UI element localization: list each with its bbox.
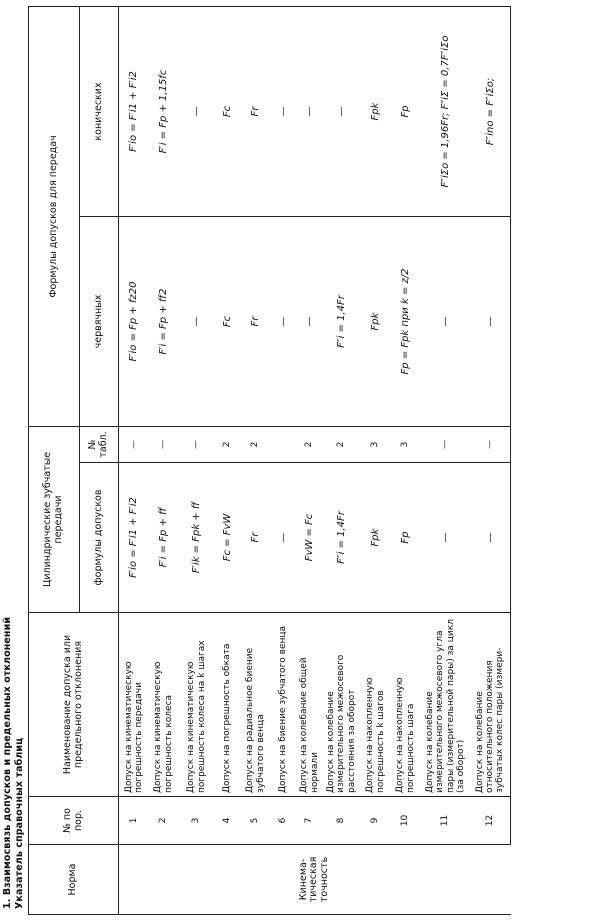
- worm-formula: —: [471, 217, 511, 427]
- row-number: 5: [241, 797, 271, 845]
- tolerance-name: Допуск на биение зубчатого венца: [271, 613, 297, 797]
- table-caption: 1. Взаимосвязь допусков и предельных отклонений: [2, 616, 13, 909]
- row-number: 11: [421, 797, 471, 845]
- table-ref: 2: [297, 427, 323, 463]
- tolerance-name: Допуск на накопленную погрешность шага: [391, 613, 421, 797]
- table-ref: [271, 427, 297, 463]
- bevel-formula: —: [323, 6, 361, 216]
- cylindrical-formula: —: [271, 463, 297, 613]
- cylindrical-formula: F′i = Fp + ff: [149, 463, 179, 613]
- bevel-formula: Fpk: [361, 6, 391, 216]
- table-row: [297, 6, 323, 914]
- table-row: [421, 6, 471, 914]
- bevel-formula: F′i = Fp + 1,15fc: [149, 6, 179, 216]
- tolerance-name: Допуск на накопленную погрешность k шагов: [361, 613, 391, 797]
- worm-formula: F′i = Fp + ff2: [149, 217, 179, 427]
- cylindrical-formula: Fc = FvW: [215, 463, 241, 613]
- row-number: 9: [361, 797, 391, 845]
- cylindrical-formula: F′io = F′i1 + F′i2: [119, 463, 149, 613]
- tolerance-table: [28, 6, 511, 915]
- table-ref: 2: [323, 427, 361, 463]
- header-number: № по пор.: [29, 797, 119, 845]
- bevel-formula: —: [297, 6, 323, 216]
- worm-formula: F″i = 1,4Fr: [323, 217, 361, 427]
- table-ref: —: [471, 427, 511, 463]
- worm-formula: —: [271, 217, 297, 427]
- cylindrical-formula: FvW = Fc: [297, 463, 323, 613]
- bevel-formula: Fr: [241, 6, 271, 216]
- bevel-formula: F″ino = F″iΣo;: [471, 6, 511, 216]
- header-name: Наименование допуска или предельного отклонения: [29, 613, 119, 797]
- table-ref: 3: [361, 427, 391, 463]
- header-cylindrical: Цилиндрические зубчатые передачи: [29, 427, 80, 613]
- row-number: 8: [323, 797, 361, 845]
- table-row: [323, 6, 361, 914]
- bevel-formula: Fc: [215, 6, 241, 216]
- tolerance-name: Допуск на кинематическую погрешность передачи: [119, 613, 149, 797]
- tolerance-name: Допуск на кинематическую погрешность колеса на k шагах: [179, 613, 215, 797]
- cylindrical-formula: Fr: [241, 463, 271, 613]
- table-body: [119, 6, 511, 914]
- cylindrical-formula: —: [471, 463, 511, 613]
- norm-label: Кинема-тическая точность: [297, 856, 331, 903]
- worm-formula: —: [179, 217, 215, 427]
- table-ref: 2: [241, 427, 271, 463]
- cylindrical-formula: Fpk: [361, 463, 391, 613]
- tolerance-name: Допуск на погрешность обката: [215, 613, 241, 797]
- worm-formula: Fr: [241, 217, 271, 427]
- bevel-formula: Fp: [391, 6, 421, 216]
- table-ref: 2: [215, 427, 241, 463]
- row-number: 7: [297, 797, 323, 845]
- worm-formula: —: [421, 217, 471, 427]
- table-ref: —: [179, 427, 215, 463]
- row-number: 12: [471, 797, 511, 845]
- table-ref: 3: [391, 427, 421, 463]
- norm-cell: [119, 845, 511, 915]
- worm-formula: Fp = Fpk при k = z/2: [391, 217, 421, 427]
- row-number: 2: [149, 797, 179, 845]
- cylindrical-formula: F″i = 1,4Fr: [323, 463, 361, 613]
- row-number: 10: [391, 797, 421, 845]
- table-ref: —: [149, 427, 179, 463]
- row-number: 6: [271, 797, 297, 845]
- row-number: 4: [215, 797, 241, 845]
- table-row: [241, 6, 271, 914]
- header-worm: червячных: [80, 217, 119, 427]
- worm-formula: Fpk: [361, 217, 391, 427]
- cylindrical-formula: Fp: [391, 463, 421, 613]
- bevel-formula: F″iΣo = 1,96Fr; F″iΣ = 0,7F″iΣo: [421, 6, 471, 216]
- tolerance-name: Допуск на колебание измерительного межосевого угла пары (измерительной пары) за цикл (за оборот): [421, 613, 471, 797]
- header-cyl-formulas: формулы допусков: [80, 463, 119, 613]
- header-formulas-group: Формулы допусков для передач: [29, 6, 80, 426]
- tolerance-name: Допуск на кинематическую погрешность колеса: [149, 613, 179, 797]
- table-subcaption: Указатель справочных таблиц: [14, 737, 25, 909]
- table-ref: —: [119, 427, 149, 463]
- table-row: [179, 6, 215, 914]
- row-number: 1: [119, 797, 149, 845]
- header-bevel: конических: [80, 6, 119, 216]
- worm-formula: F′io = Fp + fz20: [119, 217, 149, 427]
- table-row: [149, 6, 179, 914]
- cylindrical-formula: F′ik = Fpk + ff: [179, 463, 215, 613]
- header-norm: Норма: [29, 845, 119, 915]
- worm-formula: Fc: [215, 217, 241, 427]
- header-cyl-table: № табл.: [80, 427, 119, 463]
- tolerance-name: Допуск на радиальное биение зубчатого венца: [241, 613, 271, 797]
- bevel-formula: —: [271, 6, 297, 216]
- row-number: 3: [179, 797, 215, 845]
- worm-formula: —: [297, 217, 323, 427]
- table-ref: —: [421, 427, 471, 463]
- bevel-formula: —: [179, 6, 215, 216]
- tolerance-name: Допуск на колебание относительного положения зубчатых колес пары (измери-: [471, 613, 511, 797]
- table-row: [271, 6, 297, 914]
- table-row: [471, 6, 511, 914]
- table-row: [361, 6, 391, 914]
- table-row: [391, 6, 421, 914]
- tolerance-name: Допуск на колебание общей нормали: [297, 613, 323, 797]
- tolerance-name: Допуск на колебание измерительного межосевого расстояния за оборот: [323, 613, 361, 797]
- cylindrical-formula: —: [421, 463, 471, 613]
- table-row: [215, 6, 241, 914]
- bevel-formula: F′io = F′i1 + F′i2: [119, 6, 149, 216]
- table-row: [119, 6, 149, 914]
- header-row-1: [29, 6, 80, 914]
